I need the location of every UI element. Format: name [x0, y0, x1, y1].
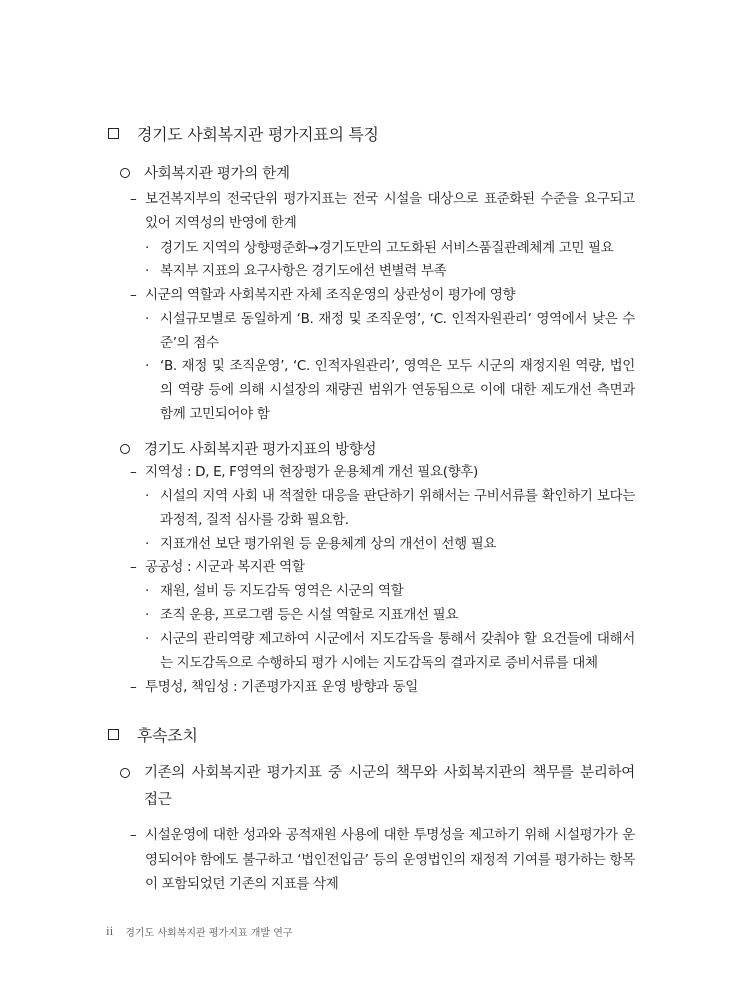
dash-item: – 공공성 : 시군과 복지관 역할 [130, 559, 305, 575]
page-footer [106, 923, 293, 939]
subsection-title: 경기도 사회복지관 평가지표의 방향성 [144, 442, 377, 458]
section-title: 후속조치 [137, 726, 198, 745]
dash-item: – 투명성, 책임성 : 기존평가지표 운영 방향과 동일 [130, 679, 418, 695]
section-title: 경기도 사회복지관 평가지표의 특징 [137, 125, 379, 144]
subsection-title: 사회복지관 평가의 한계 [144, 166, 290, 182]
subsection-title: 기존의 사회복지관 평가지표 중 시군의 책무와 사회복지관의 책무를 분리하여 접근 [144, 765, 635, 808]
footer-title: 경기도 사회복지관 평가지표 개발 연구 [125, 927, 293, 939]
subsection-heading [120, 162, 290, 183]
dot-item: · 복지부 지표의 요구사항은 경기도에선 변별력 부족 [145, 263, 447, 279]
section-heading [108, 122, 379, 145]
section-heading [108, 723, 198, 746]
dot-item: · 시군의 관리역량 제고하여 시군에서 지도감독을 통해서 갖춰야 할 요건들에 대해서는 지도감독으로 수행하되 평가 시에는 지도감독의 결과지로 증비서류를 대체 [145, 631, 635, 671]
dot-item: · 재원, 설비 등 지도감독 영역은 시군의 역할 [145, 583, 404, 599]
subsection-heading [120, 760, 635, 814]
dot-item: · 조직 운용, 프로그램 등은 시설 역할로 지표개선 필요 [145, 607, 459, 623]
subsection-heading [120, 438, 376, 459]
dot-item: · ‘B. 재정 및 조직운영’, ‘C. 인적자원관리’, 영역은 모두 시군의 재정지원 역량, 법인의 역량 등에 의해 시설장의 재량권 범위가 연동됨으로 이에 대한 제도개선 측면과 함께 고민되어야 함 [145, 358, 635, 422]
dot-item: · 지표개선 보단 평가위원 등 운용체계 상의 개선이 선행 필요 [145, 536, 497, 552]
circle-bullet-icon [120, 168, 130, 178]
circle-bullet-icon [120, 768, 130, 778]
dot-item: · 시설의 지역 사회 내 적절한 대응을 판단하기 위해서는 구비서류를 확인하기 보다는 과정적, 질적 심사를 강화 필요함. [145, 488, 635, 528]
checkbox-square-icon [108, 729, 119, 740]
checkbox-square-icon [108, 128, 119, 139]
dash-item: – 지역성 : D, E, F영역의 현장평가 운용체계 개선 필요(향후) [130, 464, 478, 480]
page-number: ii [106, 923, 114, 938]
dash-item: – 보건복지부의 전국단위 평가지표는 전국 시설을 대상으로 표준화된 수준을 요구되고 있어 지역성의 반영에 한계 [130, 191, 635, 231]
dot-item: · 경기도 지역의 상향평준화→경기도만의 고도화된 서비스품질관례체계 고민 필요 [145, 240, 614, 256]
dash-item: – 시설운영에 대한 성과와 공적재원 사용에 대한 투명성을 제고하기 위해 시설평가가 운영되어야 함에도 불구하고 ‘법인전입금’ 등의 운영법인의 재정적 기여를 평가하는 항목이 포함되었던 기존의 지표를 삭제 [130, 827, 635, 892]
circle-bullet-icon [120, 444, 130, 454]
dash-item: – 시군의 역할과 사회복지관 자체 조직운영의 상관성이 평가에 영향 [130, 287, 516, 303]
dot-item: · 시설규모별로 동일하게 ‘B. 재정 및 조직운영’, ‘C. 인적자원관리’ 영역에서 낮은 수준’의 점수 [145, 311, 635, 351]
